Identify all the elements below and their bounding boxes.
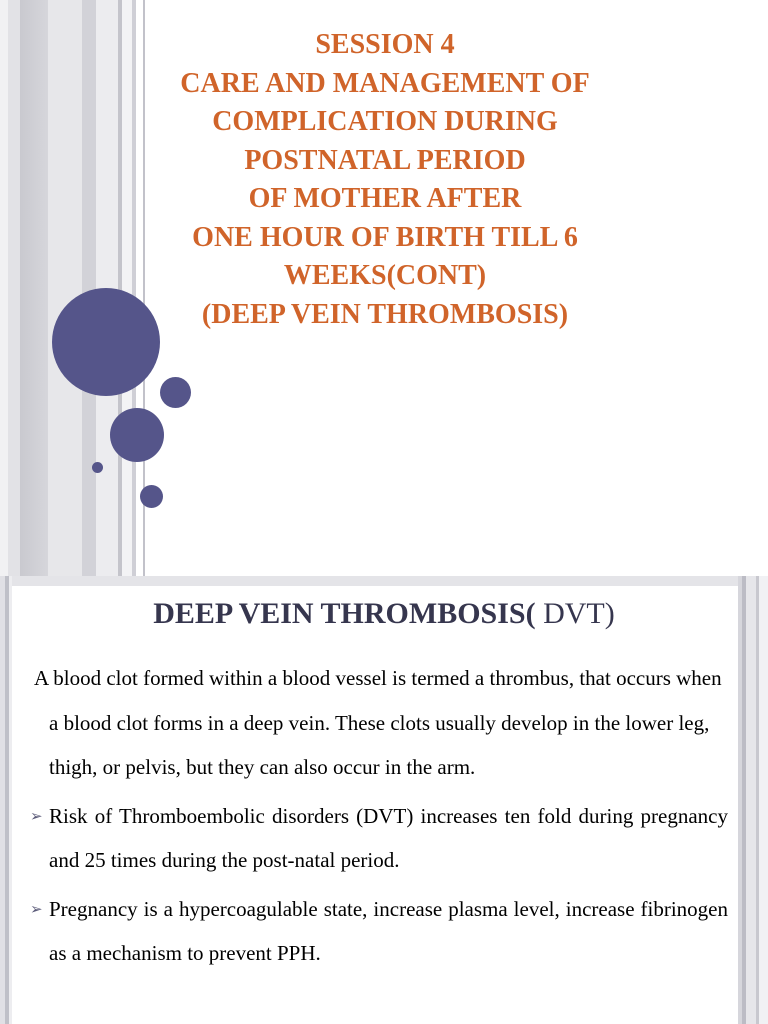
title-bold-part: DEEP VEIN THROMBOSIS( [153, 597, 536, 630]
definition-paragraph: A blood clot formed within a blood vessel is termed a thrombus, that occurs when a blood clot forms in a deep vein. These clots usually develop in the lower leg, thigh, or pelvis, but they can also occur in the arm. [34, 666, 722, 779]
decor-circle-tiny [92, 462, 103, 473]
title-line: (DEEP VEIN THROMBOSIS) [201, 298, 569, 330]
arrow-right-icon: ➢ [30, 899, 43, 918]
title-line: POSTNATAL PERIOD [244, 144, 526, 176]
title-line: SESSION 4 [315, 29, 455, 60]
decor-stripe [20, 0, 48, 576]
decor-stripe [82, 0, 96, 576]
decor-stripe [0, 0, 8, 576]
slide-2-title [0, 594, 768, 634]
title-line: CARE AND MANAGEMENT OF [180, 67, 590, 99]
slide-2 [0, 576, 768, 1024]
frame-border-top [0, 576, 768, 586]
bullet-text: Risk of Thromboembolic disorders (DVT) increases ten fold during pregnancy and 25 times during the post-natal period. [49, 803, 728, 872]
decor-circle-small [160, 377, 191, 408]
decor-stripe [48, 0, 82, 576]
frame-stripe-right [746, 576, 756, 1024]
title-line: COMPLICATION DURING [212, 106, 558, 137]
title-plain-part: DVT) [535, 597, 615, 630]
decor-stripe [122, 0, 132, 576]
decor-circle-small [140, 485, 163, 508]
decor-circle-large [52, 288, 160, 396]
arrow-right-icon: ➢ [30, 806, 43, 825]
decor-circle-medium [110, 408, 164, 462]
decor-stripe [8, 0, 20, 576]
frame-stripe-right [759, 576, 768, 1024]
bullet-text: Pregnancy is a hypercoagulable state, increase plasma level, increase fibrinogen as a mechanism to prevent PPH. [49, 896, 728, 965]
title-line: WEEKS(CONT) [283, 260, 487, 291]
slide-1-title [145, 26, 625, 334]
title-line: OF MOTHER AFTER [248, 183, 522, 214]
decor-stripe [132, 0, 136, 576]
slide-2-body [30, 656, 728, 976]
bullet-item [30, 887, 728, 976]
frame-stripe-left [9, 576, 12, 1024]
title-line: ONE HOUR OF BIRTH TILL 6 [192, 221, 578, 253]
bullet-item [30, 794, 728, 883]
